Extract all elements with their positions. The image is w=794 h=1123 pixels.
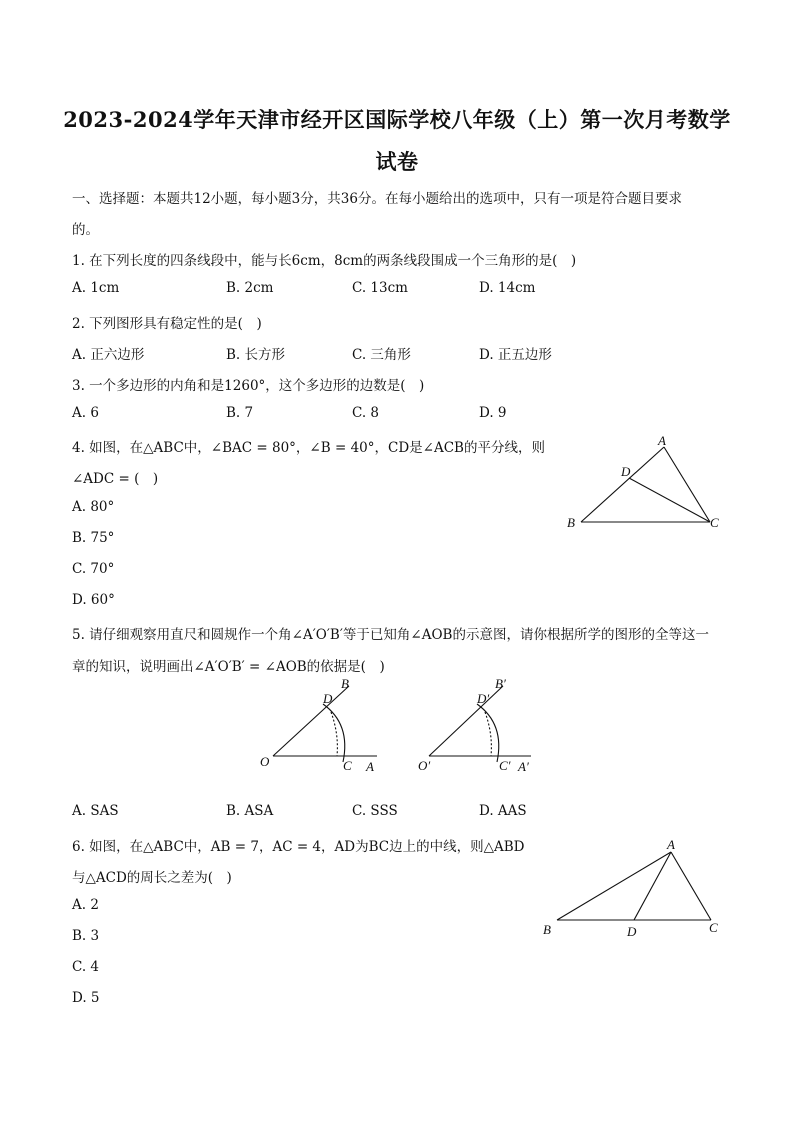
question-4-triangle-figure — [560, 430, 730, 535]
label-a-prime: A′ — [518, 759, 529, 774]
question-6-stem: 6. 如图，在△ABC中，AB = 7，AC = 4，AD为BC边上的中线，则△ABD — [72, 839, 525, 855]
question-3-option-a[interactable]: A. 6 — [72, 405, 99, 421]
question-1-option-b[interactable]: B. 2cm — [226, 280, 274, 296]
question-4-stem-cont: ∠ADC = ( ) — [72, 471, 159, 487]
question-2-option-d[interactable]: D. 正五边形 — [479, 347, 552, 363]
segment-ba — [581, 447, 664, 522]
question-6-stem-cont: 与△ACD的周长之差为( ) — [72, 870, 232, 886]
arc-solid-right — [477, 704, 499, 762]
section-heading-cont: 的。 — [72, 222, 99, 238]
vertex-label-d: D — [627, 924, 637, 939]
segment-ac — [664, 447, 710, 522]
question-6-option-a[interactable]: A. 2 — [72, 897, 99, 913]
label-a: A — [366, 759, 374, 774]
question-4-option-a[interactable]: A. 80° — [72, 499, 115, 515]
question-5-option-d[interactable]: D. AAS — [479, 803, 527, 819]
question-5-option-c[interactable]: C. SSS — [352, 803, 398, 819]
exam-title-line2: 试卷 — [375, 149, 419, 174]
question-4-stem: 4. 如图，在△ABC中，∠BAC = 80°，∠B = 40°，CD是∠ACB的平分线，则 — [72, 440, 545, 456]
label-d: D — [323, 691, 333, 706]
question-5-option-a[interactable]: A. SAS — [72, 803, 119, 819]
question-5-option-b[interactable]: B. ASA — [226, 803, 274, 819]
label-b: B — [341, 676, 349, 691]
vertex-label-d: D — [621, 464, 631, 479]
question-3-option-b[interactable]: B. 7 — [226, 405, 254, 421]
exam-title-line1: 2023-2024学年天津市经开区国际学校八年级（上）第一次月考数学 — [63, 107, 731, 132]
question-6-option-b[interactable]: B. 3 — [72, 928, 100, 944]
vertex-label-b: B — [543, 922, 551, 937]
question-1-option-a[interactable]: A. 1cm — [72, 280, 120, 296]
question-6-option-d[interactable]: D. 5 — [72, 990, 100, 1006]
ray-ob — [273, 686, 349, 756]
question-3-stem: 3. 一个多边形的内角和是1260°，这个多边形的边数是( ) — [72, 378, 425, 394]
segment-ad — [634, 852, 671, 920]
question-4-option-c[interactable]: C. 70° — [72, 561, 115, 577]
label-d-prime: D′ — [477, 691, 490, 706]
question-2-option-c[interactable]: C. 三角形 — [352, 347, 411, 363]
question-4-option-d[interactable]: D. 60° — [72, 592, 115, 608]
question-3-option-c[interactable]: C. 8 — [352, 405, 380, 421]
question-2-stem: 2. 下列图形具有稳定性的是( ) — [72, 316, 262, 332]
question-6-triangle-figure — [535, 832, 730, 944]
ray-ob-prime — [429, 686, 503, 756]
vertex-label-a: A — [658, 433, 666, 448]
question-5-compass-figure — [255, 672, 545, 780]
question-1-option-c[interactable]: C. 13cm — [352, 280, 408, 296]
vertex-label-c: C — [710, 515, 719, 530]
label-b-prime: B′ — [495, 676, 506, 691]
question-3-option-d[interactable]: D. 9 — [479, 405, 507, 421]
segment-cd — [629, 478, 710, 522]
arc-solid-left — [323, 704, 345, 762]
arc-dashed-right — [485, 712, 491, 756]
question-1-stem: 1. 在下列长度的四条线段中，能与长6cm，8cm的两条线段围成一个三角形的是( ) — [72, 253, 577, 269]
arc-dashed-left — [331, 712, 337, 756]
question-2-option-b[interactable]: B. 长方形 — [226, 347, 286, 363]
vertex-label-c: C — [709, 920, 718, 935]
section-heading: 一、选择题：本题共12小题，每小题3分，共36分。在每小题给出的选项中，只有一项是符合题目要求 — [72, 191, 682, 207]
vertex-label-b: B — [567, 515, 575, 530]
question-5-stem-cont: 章的知识，说明画出∠A′O′B′ = ∠AOB的依据是( ) — [72, 659, 385, 675]
label-o: O — [260, 754, 270, 769]
vertex-label-a: A — [667, 837, 675, 852]
question-6-option-c[interactable]: C. 4 — [72, 959, 100, 975]
label-c: C — [343, 758, 352, 773]
question-1-option-d[interactable]: D. 14cm — [479, 280, 536, 296]
label-c-prime: C′ — [499, 758, 511, 773]
label-o-prime: O′ — [418, 758, 431, 773]
question-5-stem: 5. 请仔细观察用直尺和圆规作一个角∠A′O′B′等于已知角∠AOB的示意图，请你根据所学的图形的全等这一 — [72, 627, 709, 643]
segment-ab — [557, 852, 671, 920]
question-2-option-a[interactable]: A. 正六边形 — [72, 347, 145, 363]
segment-ac — [671, 852, 711, 920]
question-4-option-b[interactable]: B. 75° — [72, 530, 115, 546]
